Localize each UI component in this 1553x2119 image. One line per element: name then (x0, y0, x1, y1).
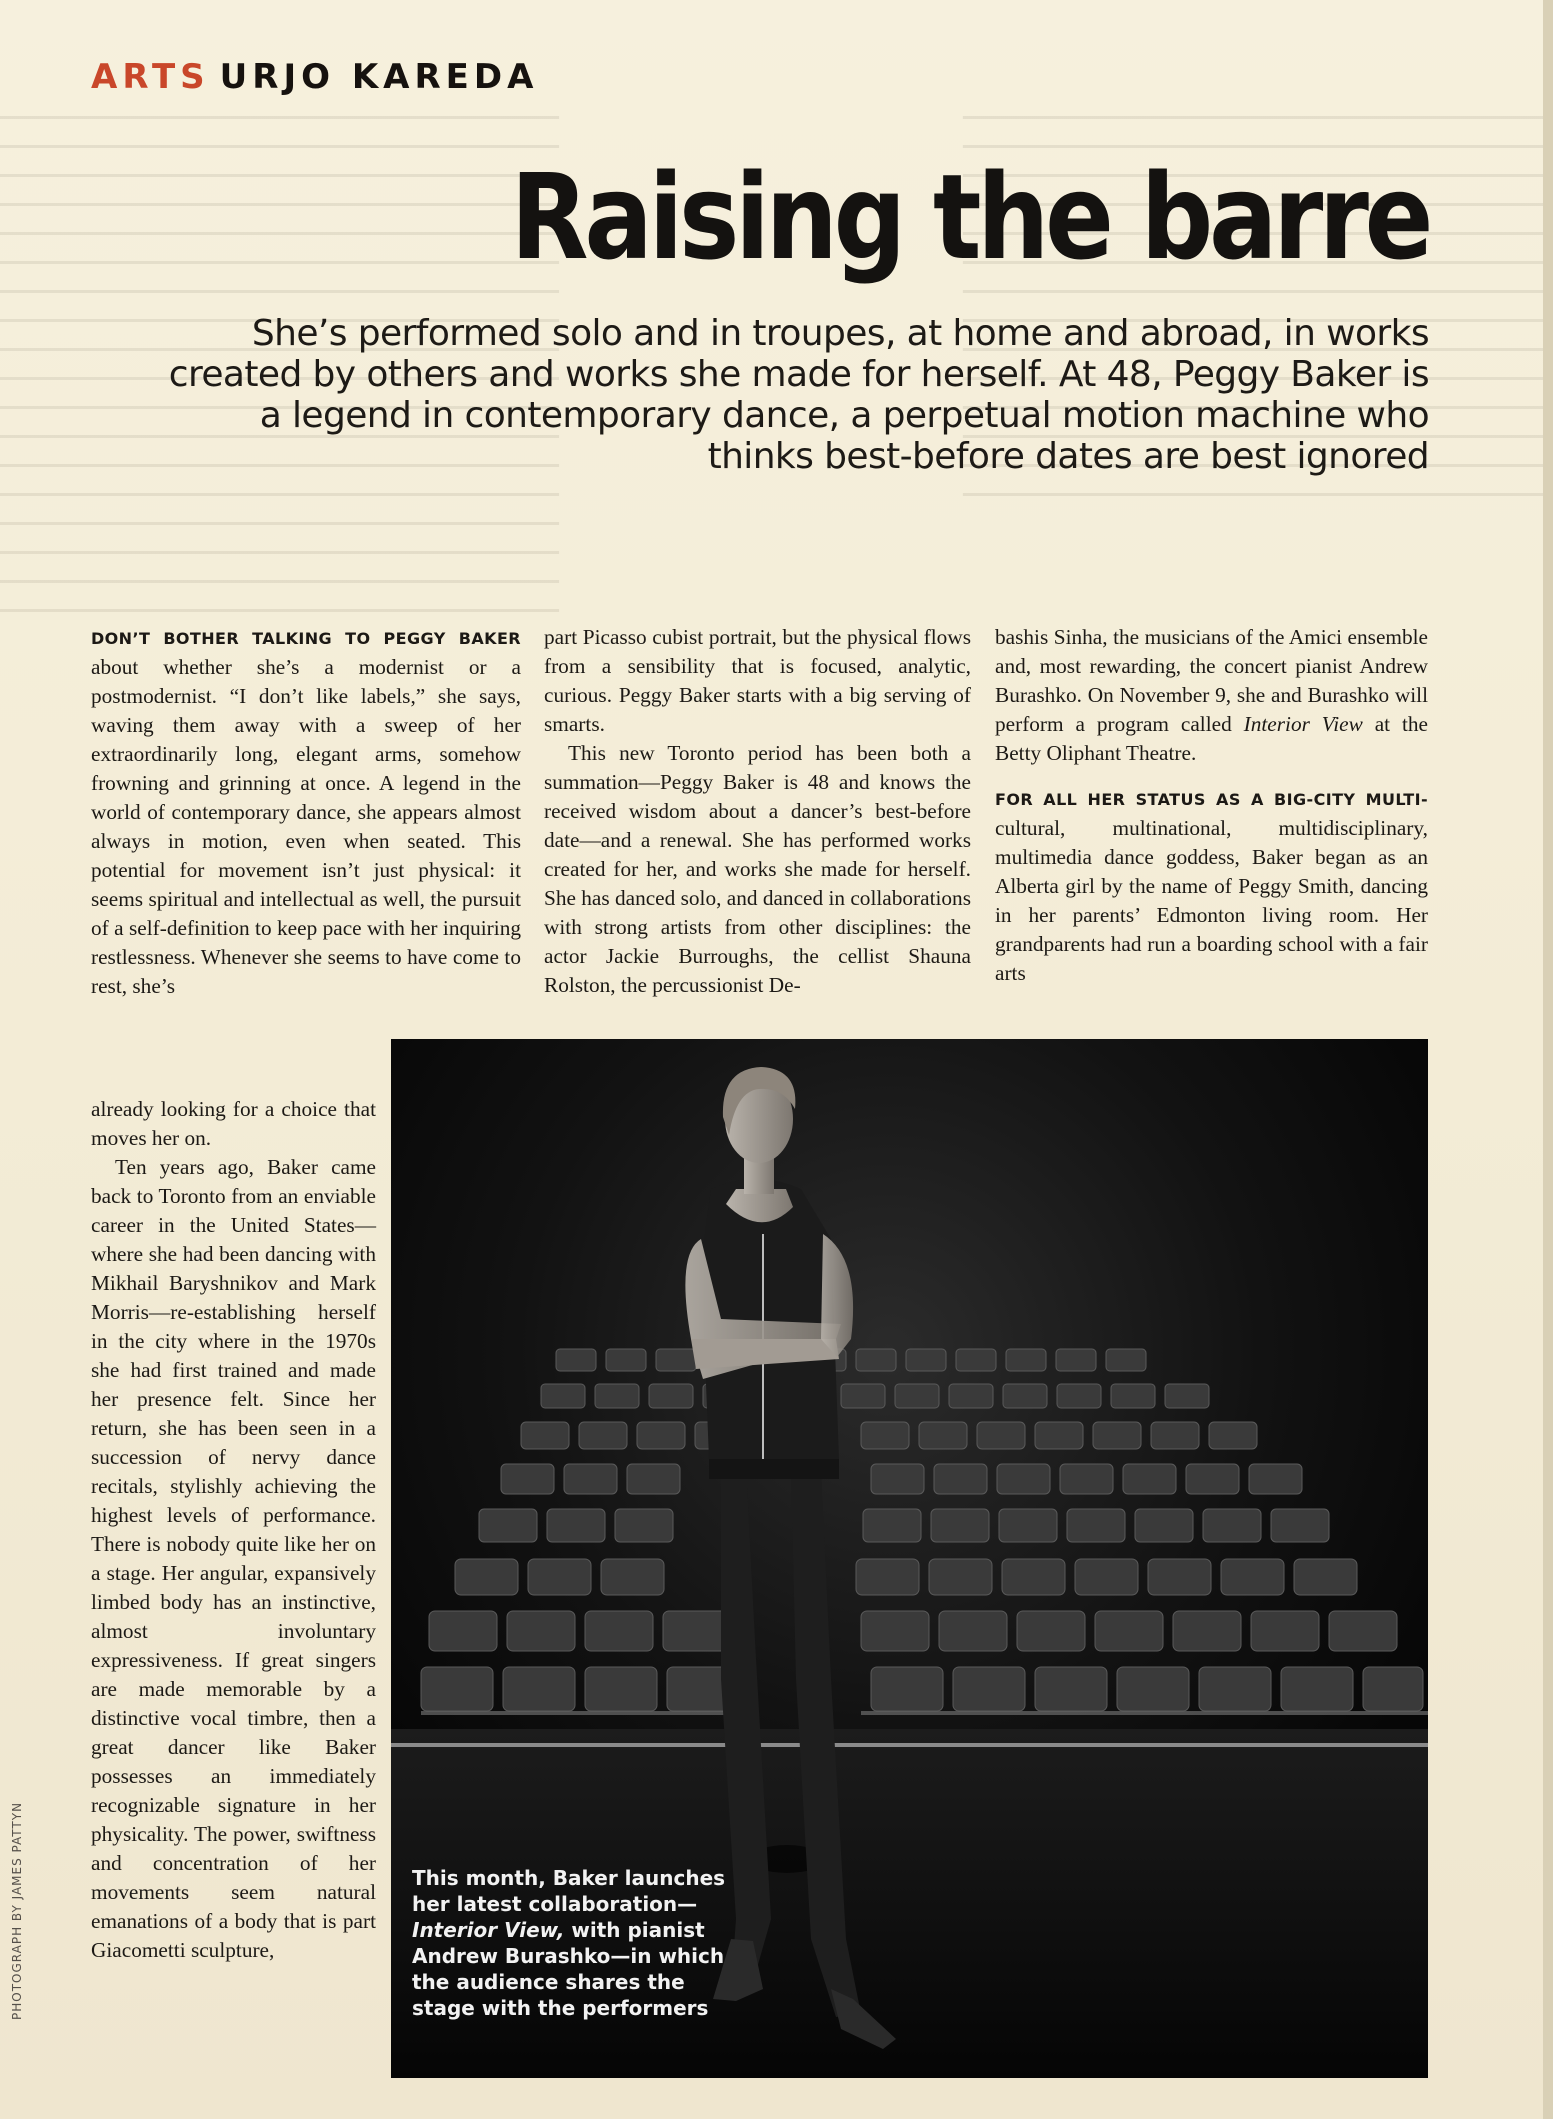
headline: Raising the barre (510, 148, 1429, 286)
column-2-paragraph-1: part Picasso cubist portrait, but the physical flows from a sensibility that is focused, analytic, curious. Peggy Baker starts with a big serving of smarts. (544, 625, 971, 736)
caption-title: Interior View, (412, 1918, 565, 1942)
author-name: URJO KAREDA (219, 57, 539, 97)
photo-credit: PHOTOGRAPH BY JAMES PATTYN (10, 1801, 24, 2020)
program-title: Interior View (1243, 712, 1363, 736)
column-2 (544, 623, 971, 1000)
column-3-paragraph-1: bashis Sinha, the musicians of the Amici ensemble and, most rewarding, the concert pianist Andrew Burashko. On November 9, she and Burashko will perform a program called Interior View at the Betty Oliphant Theatre. (995, 625, 1428, 765)
lead-in: DON’T BOTHER TALKING TO PEGGY BAKER (91, 629, 521, 648)
column-1 (91, 623, 521, 1001)
section-rubric (91, 57, 538, 97)
photo-caption: This month, Baker launches her latest collaboration—Interior View, with pianist Andrew Burashko—in which the audience shares the stage with the performers (412, 1866, 726, 2020)
page-edge (1543, 0, 1553, 2119)
section-label: ARTS (91, 57, 210, 97)
column-3 (995, 623, 1428, 988)
deck: She’s performed solo and in troupes, at home and abroad, in works created by others and works she made for herself. At 48, Peggy Baker is a legend in contemporary dance, a perpetual motion machine who thinks best-before dates are best ignored (168, 313, 1429, 477)
stage-edge-line (391, 1743, 1428, 1747)
lead-in-2: FOR ALL HER STATUS AS A BIG-CITY MULTI- (995, 790, 1428, 809)
column-1-paragraph-1-end: already looking for a choice that moves her on. (91, 1097, 376, 1150)
column-3-paragraph-2: FOR ALL HER STATUS AS A BIG-CITY MULTI- cultural, multinational, multidisciplinary, multimedia dance goddess, Baker began as an Alberta girl by the name of Peggy Smith, dancing in her parents’ Edmonton living room. Her grandparents had run a boarding school with a fair arts (995, 790, 1428, 985)
column-1-paragraph-1: DON’T BOTHER TALKING TO PEGGY BAKER about whether she’s a modernist or a postmodernist. “I don’t like labels,” she says, waving them away with a sweep of her extraordinarily long, elegant arms, somehow frowning and grinning at once. A legend in the world of contemporary dance, she appears almost always in motion, even when seated. This potential for movement isn’t just physical: it seems spiritual and intellectual as well, the pursuit of a self-definition to keep pace with her inquiring restlessness. Whenever she seems to have come to rest, she’s (91, 629, 521, 998)
column-1-narrow (91, 1095, 376, 1965)
column-1-paragraph-2: Ten years ago, Baker came back to Toronto from an enviable career in the United States—where she had been dancing with Mikhail Baryshnikov and Mark Morris—re-establishing herself in the city where in the 1970s she had first trained and made her presence felt. Since her return, she has been seen in a succession of nervy dance recitals, stylishly achieving the highest levels of performance. There is nobody quite like her on a stage. Her angular, expansively limbed body has an instinctive, almost involuntary expressiveness. If great singers are made memorable by a distinctive vocal timbre, then a great dancer like Baker possesses an immediately recognizable signature in her physicality. The power, swiftness and concentration of her movements seem natural emanations of a body that is part Giacometti sculpture, (91, 1155, 376, 1962)
column-2-paragraph-2: This new Toronto period has been both a summation—Peggy Baker is 48 and knows the received wisdom about a dancer’s best-before date—and a renewal. She has performed works created for her, and works she made for herself. She has danced solo, and danced in collaborations with strong artists from other disciplines: the actor Jackie Burroughs, the cellist Shauna Rolston, the percussionist De- (544, 741, 971, 997)
